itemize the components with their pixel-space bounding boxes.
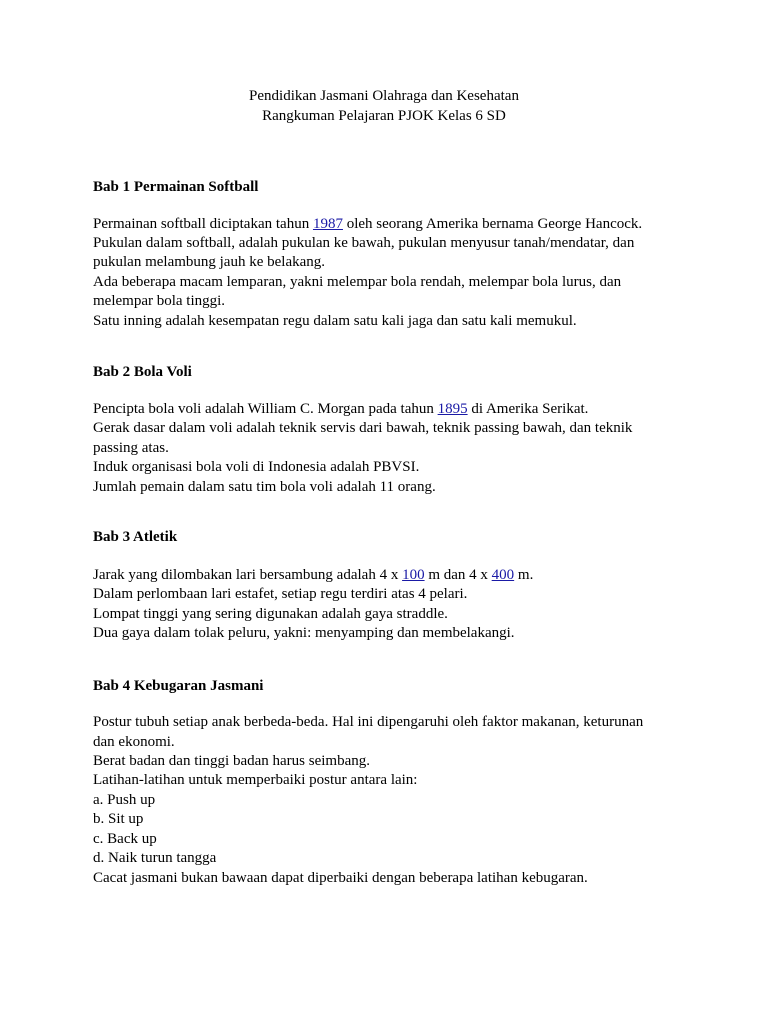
- text-run: Pencipta bola voli adalah William C. Morgan pada tahun: [93, 401, 438, 417]
- list-item: c. Back up: [93, 831, 157, 847]
- paragraph-line: Postur tubuh setiap anak berbeda-beda. Hal ini dipengaruhi oleh faktor makanan, keturunan: [93, 714, 644, 730]
- paragraph-line: Dua gaya dalam tolak peluru, yakni: menyamping dan membelakangi.: [93, 625, 515, 641]
- document-title: Pendidikan Jasmani Olahraga dan Kesehatan: [249, 88, 519, 104]
- paragraph-line: Dalam perlombaan lari estafet, setiap regu terdiri atas 4 pelari.: [93, 586, 468, 602]
- link-100[interactable]: 100: [402, 567, 425, 583]
- paragraph-line: Gerak dasar dalam voli adalah teknik servis dari bawah, teknik passing bawah, dan teknik: [93, 420, 633, 436]
- paragraph-line: dan ekonomi.: [93, 734, 175, 750]
- paragraph-line: Pukulan dalam softball, adalah pukulan ke bawah, pukulan menyusur tanah/mendatar, dan: [93, 235, 635, 251]
- paragraph-line: Cacat jasmani bukan bawaan dapat diperbaiki dengan beberapa latihan kebugaran.: [93, 870, 588, 886]
- section-heading-bab2: Bab 2 Bola Voli: [93, 364, 192, 380]
- paragraph-line: Ada beberapa macam lemparan, yakni melempar bola rendah, melempar bola lurus, dan: [93, 274, 622, 290]
- paragraph-line: Satu inning adalah kesempatan regu dalam satu kali jaga dan satu kali memukul.: [93, 313, 577, 329]
- list-item: b. Sit up: [93, 811, 144, 827]
- text-run: m.: [514, 567, 534, 583]
- text-run: m dan 4 x: [424, 567, 492, 583]
- link-1987[interactable]: 1987: [312, 216, 343, 232]
- link-400[interactable]: 400: [491, 567, 515, 583]
- text-run: Jarak yang dilombakan lari bersambung adalah 4 x: [93, 567, 403, 583]
- text-run: Permainan softball diciptakan tahun: [93, 216, 313, 232]
- list-item: d. Naik turun tangga: [93, 850, 217, 866]
- paragraph-line: [93, 400, 588, 419]
- paragraph-line: passing atas.: [93, 440, 169, 456]
- text-run: di Amerika Serikat.: [467, 401, 589, 417]
- document-subtitle: Rangkuman Pelajaran PJOK Kelas 6 SD: [262, 108, 506, 124]
- paragraph-line: Lompat tinggi yang sering digunakan adalah gaya straddle.: [93, 606, 448, 622]
- section-heading-bab1: Bab 1 Permainan Softball: [93, 179, 259, 195]
- paragraph-line: Jumlah pemain dalam satu tim bola voli adalah 11 orang.: [93, 479, 436, 495]
- section-heading-bab3: Bab 3 Atletik: [93, 529, 178, 545]
- paragraph-line: Induk organisasi bola voli di Indonesia adalah PBVSI.: [93, 459, 420, 475]
- paragraph-line: [93, 566, 533, 585]
- link-1895[interactable]: 1895: [437, 401, 468, 417]
- section-heading-bab4: Bab 4 Kebugaran Jasmani: [93, 678, 264, 694]
- paragraph-line: [93, 215, 642, 234]
- paragraph-line: melempar bola tinggi.: [93, 293, 226, 309]
- paragraph-line: Berat badan dan tinggi badan harus seimbang.: [93, 753, 371, 769]
- list-item: a. Push up: [93, 792, 156, 808]
- paragraph-line: Latihan-latihan untuk memperbaiki postur antara lain:: [93, 772, 418, 788]
- paragraph-line: pukulan melambung jauh ke belakang.: [93, 254, 326, 270]
- text-run: oleh seorang Amerika bernama George Hancock.: [342, 216, 643, 232]
